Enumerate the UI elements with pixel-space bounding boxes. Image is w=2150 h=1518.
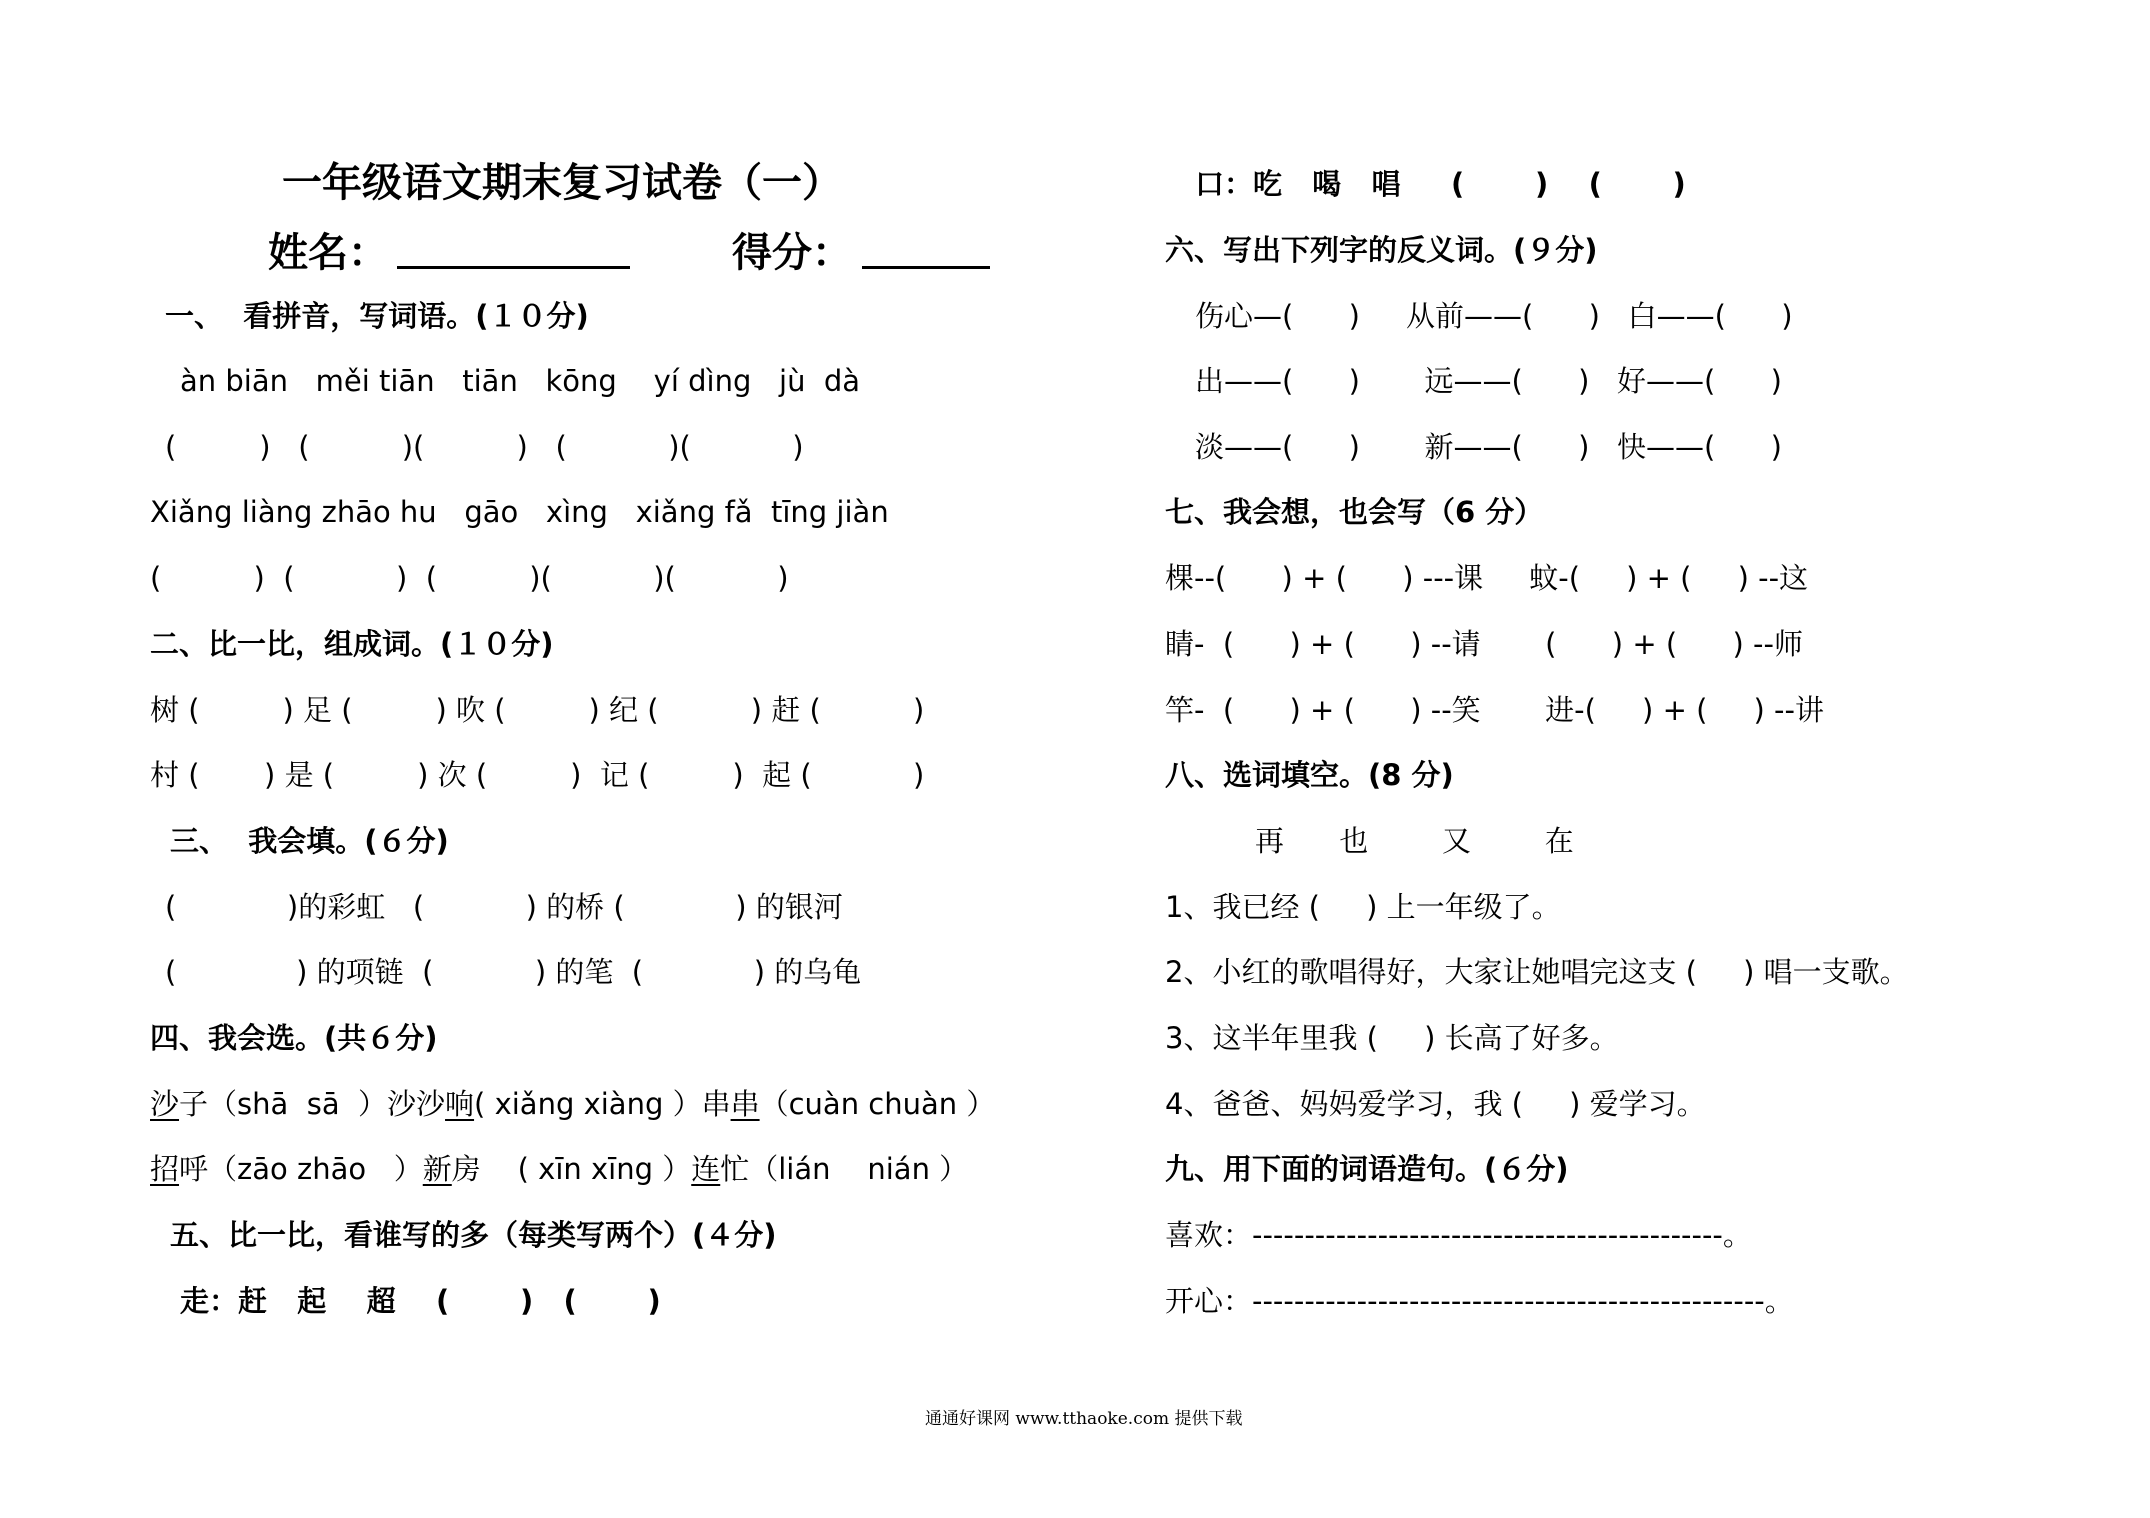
section-8-question-2[interactable]: 2、小红的歌唱得好，大家让她唱完这支 ( ) 唱一支歌。 xyxy=(1165,955,1909,989)
section-6-row-2[interactable]: 出——( ) 远——( ) 好——( ) xyxy=(1195,364,1782,398)
underlined-char: 串 xyxy=(730,1087,760,1121)
underlined-char: 连 xyxy=(691,1152,721,1186)
section-2-row-2[interactable]: 村 ( ) 是 ( ) 次 ( ) 记 ( ) 起 ( ) xyxy=(150,758,925,792)
page-title: 一年级语文期末复习试卷（一） xyxy=(282,160,842,206)
section-5-row-1[interactable]: 走：赶 起 超 ( ) ( ) xyxy=(180,1284,661,1318)
section-1-blanks-row-1[interactable]: ( ) ( )( ) ( )( ) xyxy=(165,430,804,464)
section-9-heading: 九、用下面的词语造句。(６分) xyxy=(1165,1152,1569,1186)
section-1-pinyin-row-1: àn biān měi tiān tiān kōng yí dìng jù dà xyxy=(180,364,861,398)
choice-text: 房 ( xīn xīng ） xyxy=(451,1152,692,1186)
section-2-heading: 二、比一比，组成词。(１０分) xyxy=(150,627,554,661)
section-6-row-3[interactable]: 淡——( ) 新——( ) 快——( ) xyxy=(1195,430,1782,464)
underlined-char: 沙 xyxy=(150,1087,180,1121)
section-8-question-1[interactable]: 1、我已经 ( ) 上一年级了。 xyxy=(1165,890,1561,924)
choice-text: 忙（lián nián ） xyxy=(720,1152,969,1186)
section-8-heading: 八、选词填空。(8 分) xyxy=(1165,758,1454,792)
choice-text: （cuàn chuàn ） xyxy=(759,1087,996,1121)
footer-credit: 通通好课网 www.tthaoke.com 提供下载 xyxy=(925,1409,1243,1429)
section-5-row-2[interactable]: 口：吃 喝 唱 ( ) ( ) xyxy=(1195,167,1686,201)
section-9-row-2[interactable]: 开心：-------------------------------------------------。 xyxy=(1165,1284,1794,1318)
section-6-heading: 六、写出下列字的反义词。(９分) xyxy=(1165,233,1598,267)
section-1-pinyin-row-2: Xiǎng liàng zhāo hu gāo xìng xiǎng fǎ tīng jiàn xyxy=(150,495,889,529)
section-4-row-2[interactable] xyxy=(150,1150,968,1188)
section-8-word-bank: 再 也 又 在 xyxy=(1255,824,1574,858)
section-3-row-2[interactable]: ( ) 的项链 ( ) 的笔 ( ) 的乌龟 xyxy=(165,955,862,989)
underlined-char: 招 xyxy=(150,1152,180,1186)
section-3-heading: 三、 我会填。(６分) xyxy=(170,824,449,858)
section-7-row-1[interactable]: 棵--( ) + ( ) ---课 蚊-( ) + ( ) --这 xyxy=(1165,561,1809,595)
section-3-row-1[interactable]: ( )的彩虹 ( ) 的桥 ( ) 的银河 xyxy=(165,890,843,924)
section-9-row-1[interactable]: 喜欢：---------------------------------------------。 xyxy=(1165,1218,1752,1252)
section-7-row-2[interactable]: 睛- ( ) + ( ) --请 ( ) + ( ) --师 xyxy=(1165,627,1803,661)
section-7-row-3[interactable]: 竿- ( ) + ( ) --笑 进-( ) + ( ) --讲 xyxy=(1165,693,1824,727)
name-blank[interactable] xyxy=(397,266,630,269)
section-1-blanks-row-2[interactable]: ( ) ( ) ( )( )( ) xyxy=(150,561,789,595)
section-5-heading: 五、比一比，看谁写的多（每类写两个）(４分) xyxy=(170,1218,777,1252)
score-label: 得分： xyxy=(732,230,852,276)
choice-text: ( xiǎng xiàng ）串 xyxy=(474,1087,731,1121)
choice-text: 呼（zāo zhāo ） xyxy=(179,1152,423,1186)
choice-text: 子（shā sā ）沙沙 xyxy=(179,1087,446,1121)
score-blank[interactable] xyxy=(862,266,990,269)
section-4-row-1[interactable] xyxy=(150,1085,995,1123)
underlined-char: 新 xyxy=(422,1152,452,1186)
section-1-heading: 一、 看拼音，写词语。(１０分) xyxy=(165,299,589,333)
section-6-row-1[interactable]: 伤心—( ) 从前——( ) 白——( ) xyxy=(1195,299,1793,333)
section-8-question-4[interactable]: 4、爸爸、妈妈爱学习，我 ( ) 爱学习。 xyxy=(1165,1087,1706,1121)
underlined-char: 响 xyxy=(445,1087,475,1121)
section-2-row-1[interactable]: 树 ( ) 足 ( ) 吹 ( ) 纪 ( ) 赶 ( ) xyxy=(150,693,925,727)
section-8-question-3[interactable]: 3、这半年里我 ( ) 长高了好多。 xyxy=(1165,1021,1619,1055)
section-7-heading: 七、我会想，也会写（6 分） xyxy=(1165,495,1544,529)
name-label: 姓名： xyxy=(268,230,388,276)
section-4-heading: 四、我会选。(共６分) xyxy=(150,1021,438,1055)
